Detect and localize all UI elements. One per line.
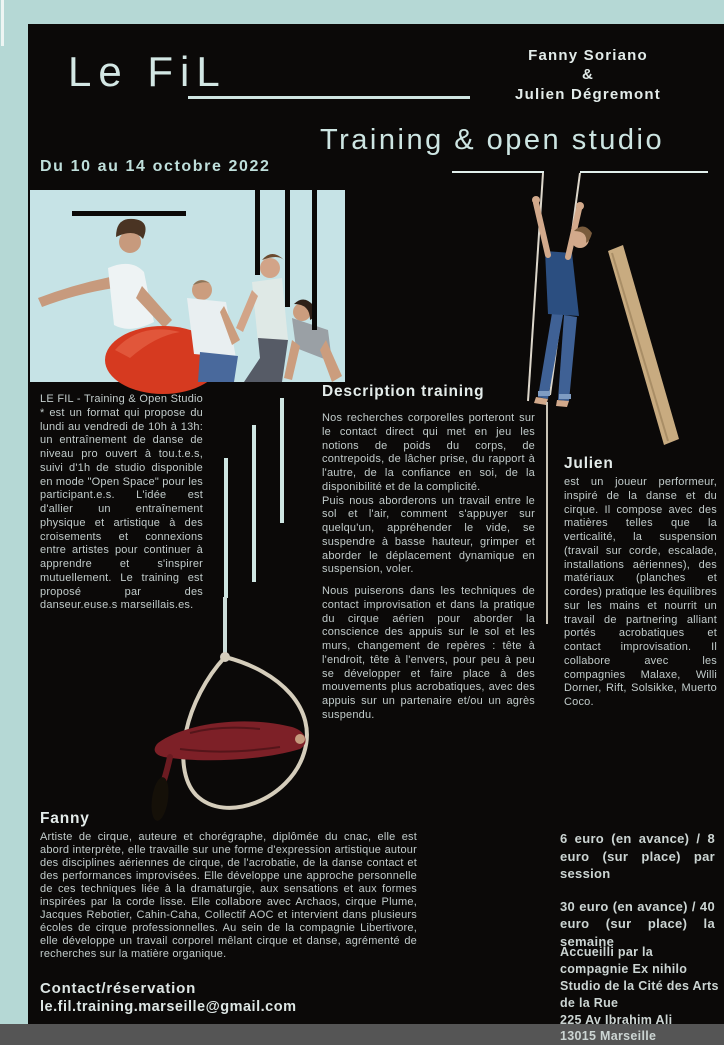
ampersand: & xyxy=(581,66,595,84)
intro-paragraph: LE FIL - Training & Open Studio * est un format qui propose du lundi au vendredi de 10h à 13h: un entraînement de danse de niveau pro ouvert à tou.t.e.s, suivi d'1h de studio disponible en mode "Open Space" pour les participant.e.s. L'idée est d'allier un entraînement physique et artistique à des croisements et connexions entre artistes pour continuer à apprendre et s'inspirer mutuellement. Le training est proposé par des danseur.euse.s marseillais.es. xyxy=(40,393,203,612)
price-per-week: 30 euro (en avance) / 40 euro (sur place) la semaine xyxy=(560,898,715,949)
fanny-heading: Fanny xyxy=(40,810,90,827)
description-p1: Nos recherches corporelles porteront sur le contact direct qui met en jeu les notions de poids du corps, de contrepoids, de lâcher prise, du rapport à l'autre, de la confiance en soi, de la disponibilité et de la complicité. xyxy=(322,412,535,493)
fanny-section xyxy=(40,810,417,961)
deco-line-c xyxy=(280,398,284,523)
julien-photo xyxy=(440,173,724,450)
venue-line-3: 225 Av Ibrahim Ali xyxy=(560,1012,673,1027)
description-p2: Puis nous aborderons un travail entre le sol et l'air, comment s'appuyer sur quelqu'un, appréhender le vide, se suspendre à basse hauteur, grimper et aborder le déplacement dynamique en suspension, voler. xyxy=(322,494,535,576)
description-p3: Nous puiserons dans les techniques de contact improvisation et dans la pratique du cirque aérien pour aborder la conscience des appuis sur le sol et les murs, changement de repères : tête à l'endroit, tête à l'envers, pour peu à peu se développer et faire place à des mouvements plus acrobatiques, avec des appuis sur un partenaire et/ou un agrès suspendu. xyxy=(322,585,535,721)
title-underline xyxy=(188,96,470,99)
author-name-fanny: Fanny Soriano xyxy=(528,47,648,64)
description-block-2 xyxy=(322,585,535,723)
julien-section xyxy=(564,455,717,710)
julien-heading: Julien xyxy=(564,455,614,472)
date-range: Du 10 au 14 octobre 2022 xyxy=(40,158,271,175)
description-heading: Description training xyxy=(322,383,485,400)
venue-line-2: Studio de la Cité des Arts de la Rue xyxy=(560,978,719,1010)
contact-heading: Contact/réservation xyxy=(40,980,197,997)
deco-line-b xyxy=(252,425,256,582)
venue-line-1: Accueilli par la compagnie Ex nihilo xyxy=(560,945,688,976)
dancers-photo xyxy=(30,190,345,382)
venue-block xyxy=(560,944,722,1045)
contact-section xyxy=(40,980,370,1015)
julien-bio: est un joueur performeur, inspiré de la danse et du cirque. Il compose avec des matières telles que la verticalité, la suspension (travail sur corde, escalade, installations aériennes), des matériaux (planches et cordes) pratique les équilibres sur les mains et nourrit un travail de partnering alliant portés acrobatiques et contact improvisation. Il collabore avec les compagnies Malaxe, Willi Dorner, Rift, Solsikke, Muerto Coco. xyxy=(564,476,717,708)
corner-accent-line xyxy=(1,0,4,46)
contact-email: le.fil.training.marseille@gmail.com xyxy=(40,999,297,1015)
fanny-bio: Artiste de cirque, auteure et chorégraphe, diplômée du cnac, elle est abord interprète, elle travaille sur une forme d'expression artistique autour des disciplines aériennes de cirque, de l'acrobatie, de la danse contact et des performances improvisées. Elle développe une approche personnelle de ces techniques liée à la dramaturgie, aux sensations et aux formes inspirées par la corde lisse. Elle collabore avec Archaos, cirque Plume, Jacques Rebotier, Cahin-Caha, Collectif AOC et intervient dans plusieurs écoles de cirque professionnelles. Au sein de la compagnie Libertivore, elle développe un travail corporel mêlant cirque et danse, agrémenté de recherches sur la matière organique. xyxy=(40,831,417,960)
description-block-1 xyxy=(322,412,535,577)
price-per-session: 6 euro (en avance) / 8 euro (sur place) par session xyxy=(560,831,715,882)
author-name-julien: Julien Dégremont xyxy=(515,85,661,103)
deco-line-a xyxy=(224,458,228,598)
aerial-performer-photo xyxy=(130,597,335,834)
hanging-rope-line xyxy=(546,402,548,624)
authors-block xyxy=(500,47,676,103)
venue-line-4: 13015 Marseille xyxy=(560,1029,657,1044)
poster-subtitle: Training & open studio xyxy=(320,124,665,156)
poster-title: Le FiL xyxy=(68,48,227,95)
